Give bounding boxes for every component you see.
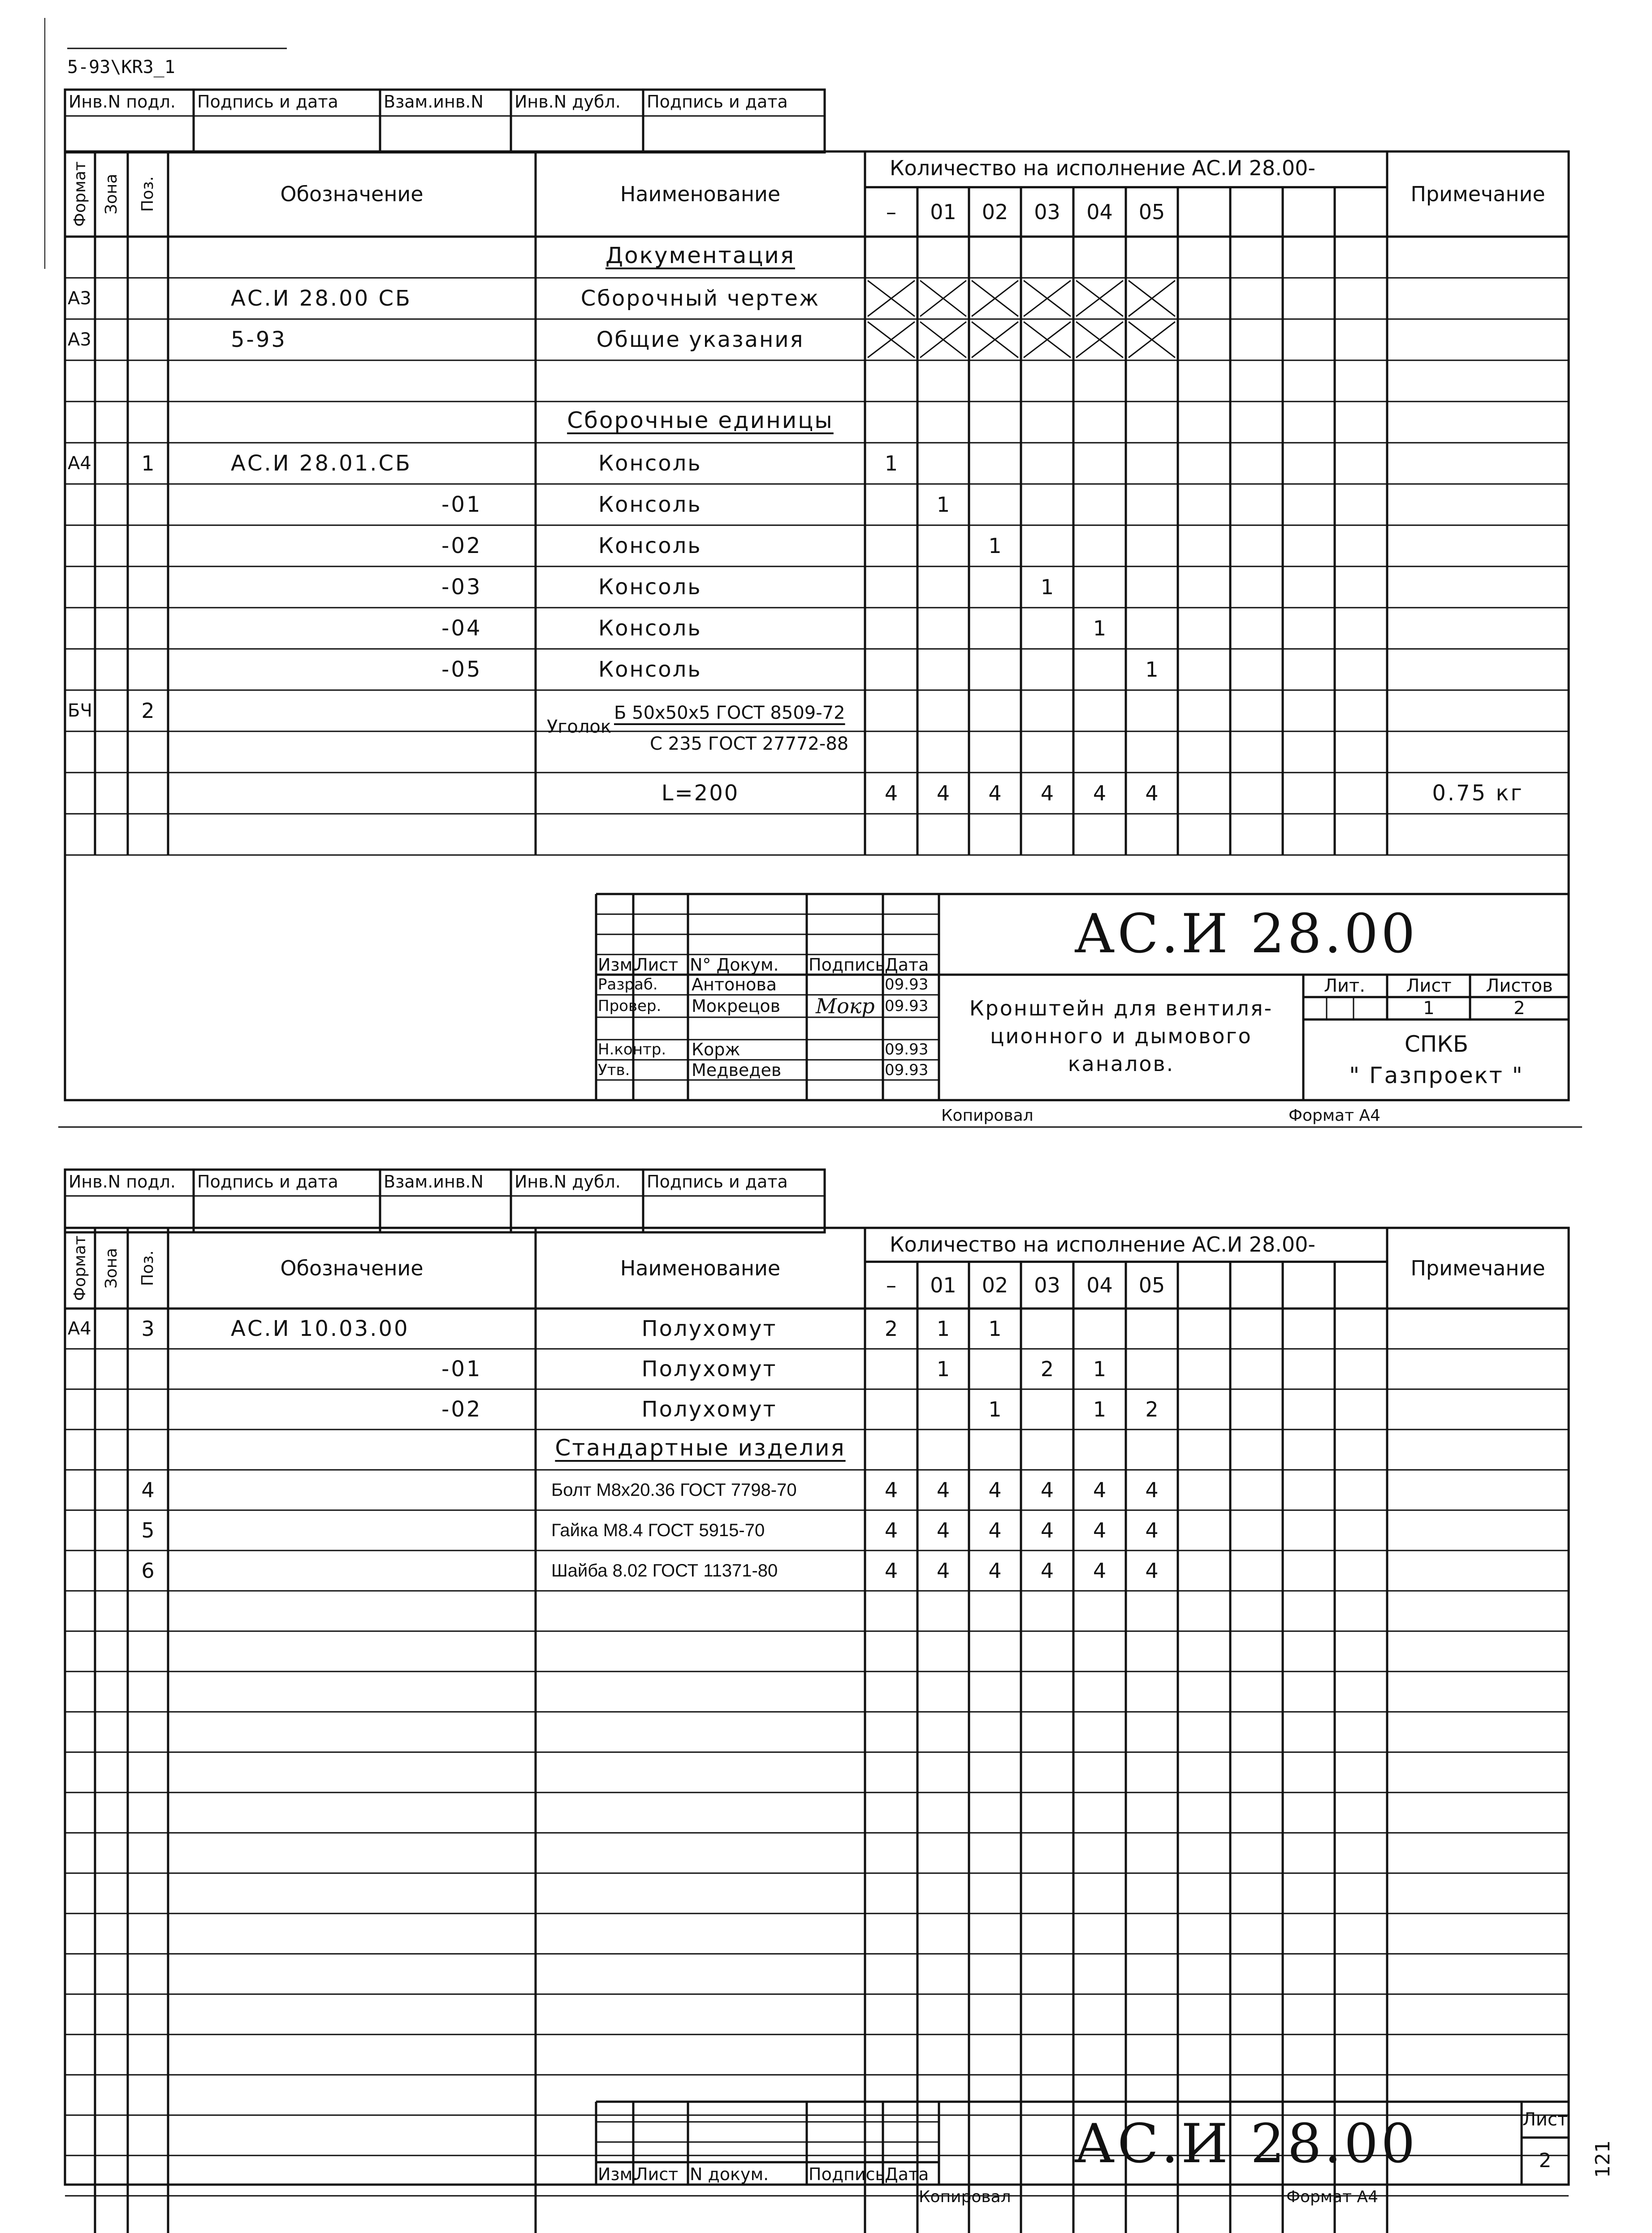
header-variant: 04 <box>1086 1273 1113 1297</box>
header-note: Примечание <box>1410 1256 1545 1280</box>
copied-label-sheet2: Копировал <box>919 2188 1011 2206</box>
qty-cell: 4 <box>1145 1518 1159 1542</box>
header-variant: 02 <box>982 199 1008 224</box>
title-text-line: Кронштейн для вентиля- <box>969 996 1273 1020</box>
row-designation: АС.И 28.00 СБ <box>231 286 412 311</box>
header-variant: 01 <box>930 1273 956 1297</box>
title-block-col-label: Лист <box>635 955 679 975</box>
qty-cell: 1 <box>884 451 898 475</box>
header-note: Примечание <box>1410 182 1545 206</box>
row-pos: 5 <box>141 1518 155 1542</box>
section-heading: Документация <box>605 242 795 268</box>
sheet-number: 1 <box>1423 998 1435 1019</box>
qty-cell: 4 <box>1145 1559 1159 1583</box>
angle-prefix: Уголок <box>547 717 612 737</box>
header-designation: Обозначение <box>280 182 424 206</box>
inventory-stamp-label: Подпись и дата <box>647 1172 788 1192</box>
qty-cell: 1 <box>988 1397 1002 1421</box>
title-block-role: Разраб. <box>598 976 658 993</box>
inventory-stamp-label: Взам.инв.N <box>384 1172 484 1192</box>
qty-cell: 1 <box>936 1317 950 1341</box>
header-pos: Поз. <box>138 1250 157 1286</box>
header-variant: 02 <box>982 1273 1008 1297</box>
header-name: Наименование <box>620 1256 781 1280</box>
row-name: Полухомут <box>641 1397 777 1422</box>
row-designation: -05 <box>441 657 482 682</box>
row-designation: -01 <box>441 492 482 517</box>
header-variant: 03 <box>1034 1273 1060 1297</box>
document-code: АС.И 28.00 <box>1074 903 1418 965</box>
row-name: Консоль <box>598 451 702 476</box>
header-zone: Зона <box>102 1248 121 1289</box>
inventory-stamp-label: Инв.N дубл. <box>515 92 621 112</box>
row-format: А4 <box>68 453 91 474</box>
qty-cell: 4 <box>1040 781 1054 805</box>
title-block2-col-label: Лист <box>635 2164 679 2184</box>
inventory-stamp-label: Подпись и дата <box>647 92 788 112</box>
qty-cell: 2 <box>1145 1397 1159 1421</box>
title-block-person: Антонова <box>692 975 777 994</box>
row-designation: -01 <box>441 1356 482 1382</box>
qty-cell: 1 <box>1093 1397 1107 1421</box>
qty-cell: 4 <box>1093 1518 1107 1542</box>
qty-cell: 1 <box>988 534 1002 558</box>
section-heading: Сборочные единицы <box>567 407 834 433</box>
row-name: Консоль <box>598 533 702 558</box>
organization-line1: СПКБ <box>1404 1031 1469 1057</box>
row-name: Сборочный чертеж <box>580 286 820 311</box>
qty-cell: 4 <box>1093 1478 1107 1502</box>
row-pos: 3 <box>141 1317 155 1341</box>
inventory-stamp-label: Подпись и дата <box>197 1172 338 1192</box>
sheet2-sheet-label: Лист <box>1522 2109 1568 2130</box>
header-qty-title: Количество на исполнение АС.И 28.00- <box>890 156 1316 180</box>
header-name: Наименование <box>620 182 781 206</box>
qty-cell: 4 <box>884 1518 898 1542</box>
row-name: Консоль <box>598 657 702 682</box>
header-qty-title: Количество на исполнение АС.И 28.00- <box>890 1232 1316 1257</box>
row-designation: -02 <box>441 533 482 558</box>
row-pos: 6 <box>141 1559 155 1583</box>
qty-cell: 4 <box>884 1478 898 1502</box>
row-format: БЧ <box>68 700 92 721</box>
row-name: Болт М8х20.36 ГОСТ 7798-70 <box>551 1480 797 1500</box>
title-block2-col-label: N докум. <box>690 2164 769 2184</box>
title-block2-col-label: Изм. <box>598 2164 638 2184</box>
qty-cell: 1 <box>936 1357 950 1381</box>
qty-cell: 4 <box>936 781 950 805</box>
title-block-role: Н.контр. <box>598 1041 666 1058</box>
header-pos: Поз. <box>138 176 157 212</box>
row-name: L=200 <box>661 781 740 806</box>
title-block-col-label: Дата <box>885 955 929 975</box>
qty-cell: 4 <box>936 1518 950 1542</box>
section-heading: Стандартные изделия <box>555 1435 846 1461</box>
row-designation: 5-93 <box>231 327 287 352</box>
title-block-date: 09.93 <box>885 997 929 1015</box>
row-name: Консоль <box>598 492 702 517</box>
qty-cell: 4 <box>1093 1559 1107 1583</box>
qty-cell: 4 <box>988 1518 1002 1542</box>
qty-cell: 4 <box>1040 1518 1054 1542</box>
qty-cell: 1 <box>1093 1357 1107 1381</box>
header-format: Формат <box>70 1235 89 1301</box>
row-name: Консоль <box>598 574 702 600</box>
angle-spec-line2: С 235 ГОСТ 27772-88 <box>650 733 849 754</box>
row-name: Полухомут <box>641 1356 777 1382</box>
row-name: Полухомут <box>641 1316 777 1341</box>
title-block-date: 09.93 <box>885 976 929 993</box>
header-variant: 03 <box>1034 199 1060 224</box>
sheet-label: Лист <box>1406 976 1452 996</box>
qty-cell: 4 <box>1040 1559 1054 1583</box>
inventory-stamp-label: Инв.N подл. <box>69 92 176 112</box>
row-name: Консоль <box>598 616 702 641</box>
sheet2-frame <box>65 1228 1569 2185</box>
qty-cell: 1 <box>1145 657 1159 682</box>
title-block-col-label: Подпись <box>809 955 885 975</box>
header-variant: – <box>886 199 896 224</box>
qty-cell: 4 <box>1145 1478 1159 1502</box>
qty-cell: 4 <box>1145 781 1159 805</box>
qty-cell: 4 <box>1093 781 1107 805</box>
sheet2-sheet-number: 2 <box>1539 2149 1552 2172</box>
qty-cell: 4 <box>988 781 1002 805</box>
row-designation: -03 <box>441 574 482 600</box>
qty-cell: 2 <box>1040 1357 1054 1381</box>
header-variant: 04 <box>1086 199 1113 224</box>
row-pos: 1 <box>141 451 155 475</box>
header-variant: 05 <box>1138 199 1165 224</box>
qty-cell: 1 <box>988 1317 1002 1341</box>
title-text-line: каналов. <box>1068 1052 1175 1076</box>
format-label: Формат А4 <box>1289 1106 1381 1125</box>
signature: Мокр <box>816 994 875 1018</box>
qty-cell: 1 <box>1040 575 1054 599</box>
row-format: А3 <box>68 329 91 350</box>
header-variant: 05 <box>1138 1273 1165 1297</box>
row-format: А3 <box>68 288 91 309</box>
qty-cell: 4 <box>884 781 898 805</box>
qty-cell: 4 <box>988 1478 1002 1502</box>
qty-cell: 1 <box>936 492 950 517</box>
qty-cell: 4 <box>988 1559 1002 1583</box>
title-block2-col-label: Подпись <box>809 2164 885 2184</box>
title-text-line: ционного и дымового <box>990 1024 1252 1048</box>
title-block-date: 09.93 <box>885 1041 929 1058</box>
row-designation: АС.И 10.03.00 <box>231 1316 410 1341</box>
document-code-sheet2: АС.И 28.00 <box>1074 2113 1418 2175</box>
row-designation: -02 <box>441 1397 482 1422</box>
sheets-total: 2 <box>1514 998 1525 1019</box>
qty-cell: 4 <box>884 1559 898 1583</box>
header-format: Формат <box>70 161 89 227</box>
sheets-label: Листов <box>1486 976 1553 996</box>
header-variant: 01 <box>930 199 956 224</box>
title-block-role: Провер. <box>598 997 662 1015</box>
header-variant: – <box>886 1273 896 1297</box>
copied-label: Копировал <box>941 1106 1034 1125</box>
title-block-col-label: N° Докум. <box>690 955 779 975</box>
side-page-number: 121 <box>1591 2140 1614 2178</box>
row-pos: 2 <box>141 699 155 723</box>
row-name: Общие указания <box>596 327 804 352</box>
inventory-stamp-label: Подпись и дата <box>197 92 338 112</box>
organization-line2: " Газпроект " <box>1349 1063 1524 1088</box>
row-name: Гайка М8.4 ГОСТ 5915-70 <box>551 1520 765 1540</box>
row-format: А4 <box>68 1318 91 1339</box>
inventory-stamp-label: Инв.N подл. <box>69 1172 176 1192</box>
qty-cell: 4 <box>1040 1478 1054 1502</box>
inventory-stamp-label: Инв.N дубл. <box>515 1172 621 1192</box>
lit-label: Лит. <box>1323 976 1366 996</box>
row-designation: -04 <box>441 616 482 641</box>
qty-cell: 1 <box>1093 616 1107 640</box>
inventory-stamp-label: Взам.инв.N <box>384 92 484 112</box>
title-block-person: Корж <box>692 1040 740 1059</box>
row-name: Шайба 8.02 ГОСТ 11371-80 <box>551 1561 778 1581</box>
file-reference: 5-93\KR3_1 <box>67 57 175 78</box>
row-note: 0.75 кг <box>1432 781 1524 806</box>
angle-spec-line1: Б 50х50х5 ГОСТ 8509-72 <box>614 702 845 723</box>
title-block-col-label: Изм. <box>598 955 638 975</box>
title-block-date: 09.93 <box>885 1061 929 1079</box>
format-label-sheet2: Формат А4 <box>1286 2188 1379 2206</box>
header-zone: Зона <box>102 173 121 215</box>
title-block2-col-label: Дата <box>885 2164 929 2184</box>
qty-cell: 2 <box>884 1317 898 1341</box>
qty-cell: 4 <box>936 1478 950 1502</box>
row-designation: АС.И 28.01.СБ <box>231 451 412 476</box>
title-block-role: Утв. <box>598 1061 630 1079</box>
qty-cell: 4 <box>936 1559 950 1583</box>
header-designation: Обозначение <box>280 1256 424 1280</box>
title-block-person: Медведев <box>692 1060 782 1080</box>
title-block-person: Мокрецов <box>692 996 780 1016</box>
row-pos: 4 <box>141 1478 155 1502</box>
